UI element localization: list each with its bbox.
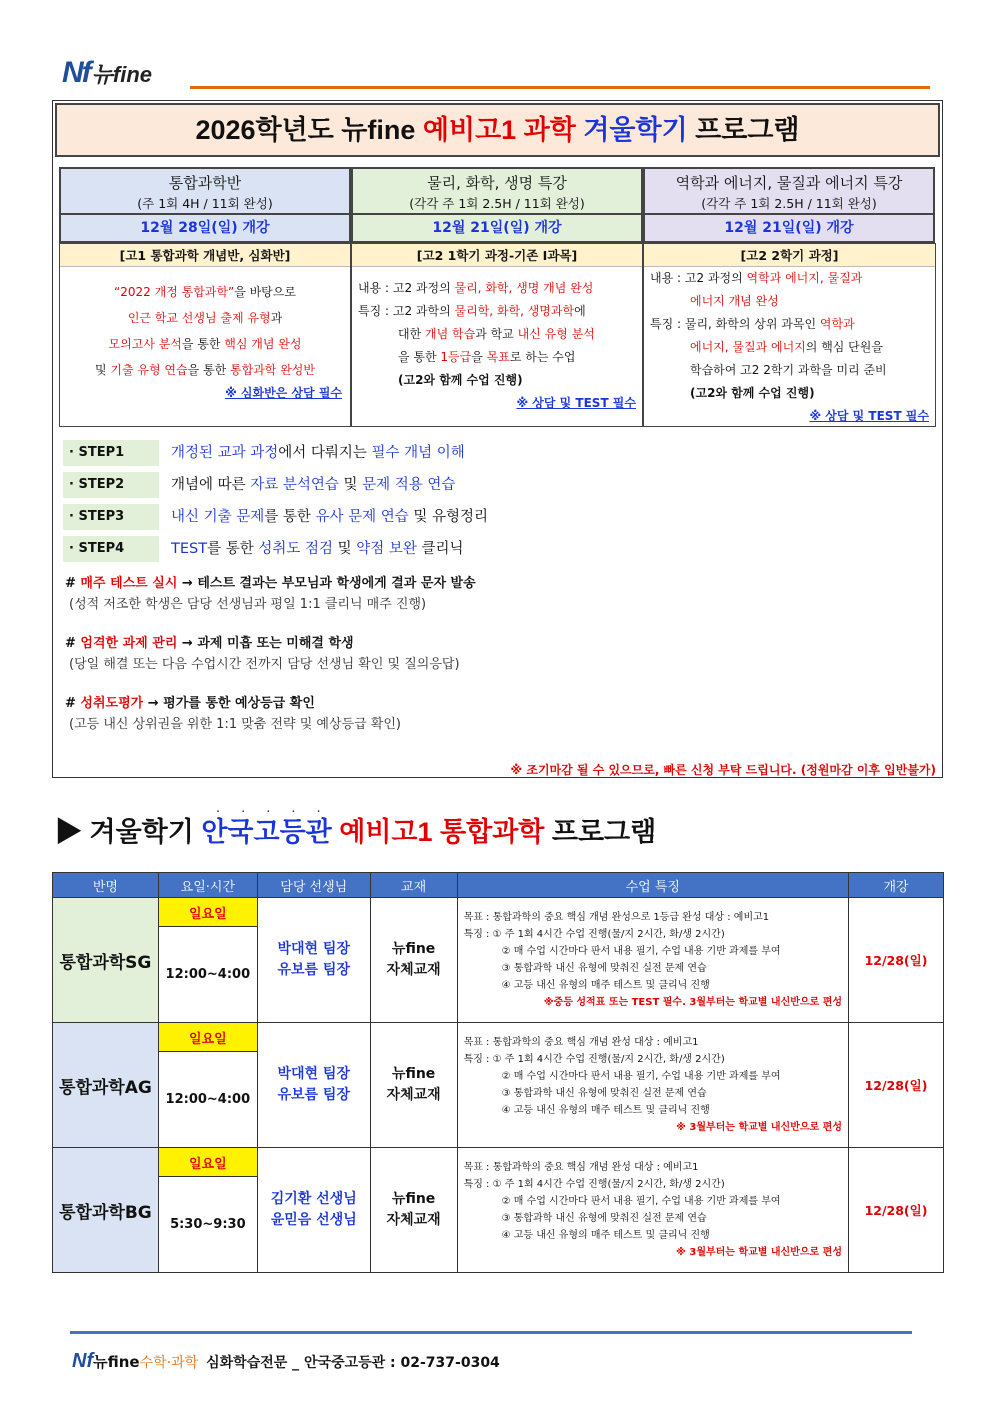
feature-line: ④ 고등 내신 유형의 매주 테스트 및 클리닉 진행 [501, 1230, 710, 1241]
title-part1: 2026학년도 뉴fine [195, 115, 423, 145]
policy-note [65, 633, 460, 675]
class-day: 일요일 [158, 898, 257, 927]
textbook-line: 자체교재 [386, 1212, 441, 1228]
feature-line: ② 매 수업 시간마다 판서 내용 필기, 수업 내용 기반 과제를 부여 [501, 946, 781, 957]
course-start: 12월 21일(일) 개강 [353, 213, 641, 241]
course-start: 12월 28일(일) 개강 [61, 213, 349, 241]
textbook [370, 1023, 457, 1148]
class-features [457, 1023, 848, 1148]
desc-text: 인근 학교 선생님 출제 유형 [127, 311, 271, 325]
step-text: TEST [171, 541, 208, 557]
course-mechanics-energy [643, 167, 935, 243]
table-row [53, 1148, 944, 1177]
desc-text: 학습하여 고2 2학기 과학을 미리 준비 [690, 363, 887, 377]
textbook-line: 뉴fine [391, 941, 436, 957]
desc-text: 핵심 개념 완성 [224, 337, 302, 351]
desc-text: 물리학, 화학, 생명과학 [454, 304, 575, 318]
step-text: 에서 다뤄지는 [278, 445, 372, 461]
note-key: 성취도평가 [80, 696, 144, 711]
footer-divider [70, 1331, 912, 1334]
section-part3: 예비고1 통합과학 [339, 817, 552, 847]
feature-line: 특징 : ① 주 1회 4시간 수업 진행(물/지 2시간, 화/생 2시간) [463, 1179, 725, 1190]
section-part4: 프로그램 [551, 817, 657, 847]
step-text: 및 [333, 541, 357, 557]
desc-text: 특징 : 고2 과학의 [358, 304, 455, 318]
feature-note: ※ 3월부터는 학교별 내신반으로 편성 [676, 1122, 843, 1133]
course-name: 역학과 에너지, 물질과 에너지 특강 [675, 174, 903, 192]
note-sub: (고등 내신 상위권을 위한 1:1 맞춤 전략 및 예상등급 확인) [69, 717, 401, 732]
section-part2: 안국고등관 [201, 817, 340, 847]
course-detail: (주 1회 4H / 11회 완성) [137, 196, 273, 211]
desc-text: 의 핵심 단원을 [805, 340, 883, 354]
desc-text: 물리, 화학, 생명 개념 완성 [454, 281, 594, 295]
course-detail: (각각 주 1회 2.5H / 11회 완성) [409, 196, 585, 211]
step-desc [171, 440, 465, 466]
feature-line: ④ 고등 내신 유형의 매주 테스트 및 클리닉 진행 [501, 980, 710, 991]
consult-note: ※ 상담 및 TEST 필수 [809, 409, 929, 423]
class-time: 12:00~4:00 [158, 1052, 257, 1148]
footer-brand: 뉴fine [93, 1353, 140, 1371]
desc-text: 내용 : 고2 과정의 [358, 281, 455, 295]
desc-text: 에 [574, 304, 586, 318]
step-desc [171, 536, 464, 562]
title-part4: 프로그램 [695, 115, 800, 145]
course-desc-3 [643, 243, 936, 427]
col-header: 요일·시간 [158, 873, 257, 898]
desc-text: 특징 : 물리, 화학의 상위 과목인 [650, 317, 820, 331]
desc-text: 과 [270, 311, 283, 325]
feature-line: ④ 고등 내신 유형의 매주 테스트 및 클리닉 진행 [501, 1105, 710, 1116]
desc-text: 대한 [398, 327, 425, 341]
course-desc-head: [고2 2학기 과정] [644, 244, 935, 267]
textbook-line: 뉴fine [391, 1191, 436, 1207]
desc-text: 목표 [486, 350, 510, 364]
course-desc-head: [고1 통합과학 개념반, 심화반] [60, 244, 350, 267]
early-close-warning: ※ 조기마감 될 수 있으므로, 빠른 신청 부탁 드립니다. (정원마감 이후 입반불가) [510, 763, 936, 777]
step-label: · STEP1 [63, 440, 159, 466]
col-header: 반명 [53, 873, 159, 898]
step-text: 개정된 교과 과정 [171, 445, 279, 461]
desc-text: 에너지, 물질과 에너지 [690, 340, 806, 354]
feature-note: ※중등 성적표 또는 TEST 필수. 3월부터는 학교별 내신반으로 편성 [543, 997, 843, 1008]
feature-note: ※ 3월부터는 학교별 내신반으로 편성 [676, 1247, 843, 1258]
desc-text: 개념 학습 [425, 327, 476, 341]
note-key: 엄격한 과제 관리 [80, 636, 178, 651]
footer-logo-nf: Nf [72, 1350, 94, 1372]
course-name: 통합과학반 [168, 174, 242, 192]
class-features [457, 1148, 848, 1273]
desc-text: (고2와 함께 수업 진행) [398, 373, 523, 387]
step-text: 유사 문제 연습 [315, 509, 409, 525]
desc-text: 내신 유형 분석 [517, 327, 595, 341]
schedule-table [52, 872, 944, 1273]
step-text: 클리닉 [416, 541, 464, 557]
desc-text: 을 바탕으로 [234, 285, 296, 299]
desc-text: 및 [95, 363, 111, 377]
desc-text: 역학과 [819, 317, 855, 331]
class-features [457, 898, 848, 1023]
logo-nf: Nf [62, 56, 90, 89]
desc-text: 과 학교 [475, 327, 518, 341]
class-name: 통합과학SG [53, 898, 159, 1023]
teacher-name: 유보름 팀장 [277, 1087, 350, 1103]
footer-subject: 수학·과학 [139, 1355, 199, 1371]
desc-text: (고2와 함께 수업 진행) [690, 386, 815, 400]
table-row [53, 1023, 944, 1052]
teacher-name: 김기환 선생님 [270, 1191, 357, 1207]
teacher-name: 박대현 팀장 [277, 941, 350, 957]
teacher-name: 박대현 팀장 [277, 1066, 350, 1082]
note-text: → 과제 미흡 또는 미해결 학생 [177, 636, 354, 651]
textbook [370, 898, 457, 1023]
col-header: 수업 특징 [457, 873, 848, 898]
open-date: 12/28(일) [849, 898, 944, 1023]
teacher-name: 윤믿음 선생님 [270, 1212, 357, 1228]
col-header: 개강 [849, 873, 944, 898]
desc-text: 내용 : 고2 과정의 [650, 271, 747, 285]
desc-text: “2022 개정 통합과학” [114, 285, 235, 299]
desc-text: 을 통한 [187, 363, 231, 377]
note-sub: (성적 저조한 학생은 담당 선생님과 평일 1:1 클리닉 매주 진행) [69, 597, 427, 612]
title-part3: 겨울학기 [583, 115, 696, 145]
note-hash: # [65, 696, 81, 711]
feature-line: ② 매 수업 시간마다 판서 내용 필기, 수업 내용 기반 과제를 부여 [501, 1071, 781, 1082]
note-hash: # [65, 576, 81, 591]
teachers [257, 1148, 370, 1273]
desc-text: 역학과 에너지, 물질과 [746, 271, 863, 285]
course-integrated [59, 167, 351, 243]
class-name: 통합과학AG [53, 1023, 159, 1148]
title-part2: 예비고1 과학 [422, 115, 584, 145]
note-hash: # [65, 636, 81, 651]
textbook-line: 자체교재 [386, 1087, 441, 1103]
open-date: 12/28(일) [849, 1148, 944, 1273]
step-text: 및 유형정리 [408, 509, 489, 525]
table-header-row [53, 873, 944, 898]
step-text: 를 통한 [207, 541, 259, 557]
teacher-name: 유보름 팀장 [277, 962, 350, 978]
logo-text: 뉴fine [91, 62, 153, 87]
course-desc-2 [351, 243, 643, 427]
step-label: · STEP4 [63, 536, 159, 562]
desc-text: 모의고사 분석 [108, 337, 182, 351]
brand-logo [62, 56, 152, 90]
footer-contact: 심화학습전문 _ 안국중고등관 : 02-737-0304 [206, 1355, 500, 1371]
desc-text: 을 통한 [181, 337, 225, 351]
program-box [52, 100, 943, 778]
feature-line: 목표 : 통합과학의 중요 핵심 개념 완성으로 1등급 완성 대상 : 예비고1 [463, 912, 770, 923]
desc-text: 기출 유형 연습 [110, 363, 188, 377]
footer [72, 1350, 500, 1373]
header-divider [190, 86, 930, 89]
step-label: · STEP3 [63, 504, 159, 530]
note-key: 매주 테스트 실시 [80, 576, 178, 591]
step-text: 약점 보완 [356, 541, 417, 557]
step-text: 성취도 점검 [258, 541, 333, 557]
step-text: 및 [338, 477, 363, 493]
step-desc [171, 472, 455, 498]
step-desc [171, 504, 488, 530]
feature-line: 특징 : ① 주 1회 4시간 수업 진행(물/지 2시간, 화/생 2시간) [463, 1054, 725, 1065]
policy-note [65, 573, 476, 615]
textbook-line: 자체교재 [386, 962, 441, 978]
col-header: 담당 선생님 [257, 873, 370, 898]
feature-line: 특징 : ① 주 1회 4시간 수업 진행(물/지 2시간, 화/생 2시간) [463, 929, 725, 940]
teachers [257, 1023, 370, 1148]
class-day: 일요일 [158, 1148, 257, 1177]
desc-text: 에너지 개념 완성 [690, 294, 779, 308]
class-name: 통합과학BG [53, 1148, 159, 1273]
teachers [257, 898, 370, 1023]
feature-line: 목표 : 통합과학의 중요 핵심 개념 완성 대상 : 예비고1 [463, 1162, 699, 1173]
course-desc-1 [59, 243, 351, 427]
course-physics-chem-bio [351, 167, 643, 243]
policy-note [65, 693, 401, 735]
desc-text: 1등급 [440, 350, 472, 364]
course-desc-head: [고2 1학기 과정-기존 Ⅰ과목] [352, 244, 642, 267]
note-sub: (당일 해결 또는 다음 수업시간 전까지 담당 선생님 확인 및 질의응답) [69, 657, 460, 672]
desc-text: 을 통한 [398, 350, 441, 364]
feature-line: ③ 통합과학 내신 유형에 맞춰진 실전 문제 연습 [501, 1088, 707, 1099]
step-text: 자료 분석연습 [250, 477, 339, 493]
desc-text: 로 하는 수업 [509, 350, 576, 364]
step-text: 내신 기출 문제 [171, 509, 265, 525]
desc-text: 통합과학 완성반 [230, 363, 315, 377]
feature-line: ③ 통합과학 내신 유형에 맞춰진 실전 문제 연습 [501, 963, 707, 974]
emphasis-dots: ····· [216, 805, 342, 820]
class-time: 5:30~9:30 [158, 1177, 257, 1273]
section-part1: ▶ 겨울학기 [55, 817, 202, 847]
course-name: 물리, 화학, 생명 특강 [427, 174, 567, 192]
open-date: 12/28(일) [849, 1023, 944, 1148]
step-text: 개념에 따른 [171, 477, 251, 493]
step-text: 를 통한 [264, 509, 316, 525]
consult-note: ※ 심화반은 상담 필수 [225, 386, 342, 400]
course-start: 12월 21일(일) 개강 [645, 213, 933, 241]
class-time: 12:00~4:00 [158, 927, 257, 1023]
col-header: 교재 [370, 873, 457, 898]
feature-line: ③ 통합과학 내신 유형에 맞춰진 실전 문제 연습 [501, 1213, 707, 1224]
note-text: → 평가를 통한 예상등급 확인 [143, 696, 315, 711]
feature-line: 목표 : 통합과학의 중요 핵심 개념 완성 대상 : 예비고1 [463, 1037, 699, 1048]
section-title [55, 810, 656, 849]
course-detail: (각각 주 1회 2.5H / 11회 완성) [701, 196, 877, 211]
desc-text: 을 [471, 350, 487, 364]
step-text: 문제 적용 연습 [362, 477, 456, 493]
consult-note: ※ 상담 및 TEST 필수 [516, 396, 636, 410]
textbook-line: 뉴fine [391, 1066, 436, 1082]
step-label: · STEP2 [63, 472, 159, 498]
class-day: 일요일 [158, 1023, 257, 1052]
step-text: 필수 개념 이해 [371, 445, 465, 461]
note-text: → 테스트 결과는 부모님과 학생에게 결과 문자 발송 [177, 576, 476, 591]
table-row [53, 898, 944, 927]
feature-line: ② 매 수업 시간마다 판서 내용 필기, 수업 내용 기반 과제를 부여 [501, 1196, 781, 1207]
textbook [370, 1148, 457, 1273]
page-title [55, 103, 940, 157]
